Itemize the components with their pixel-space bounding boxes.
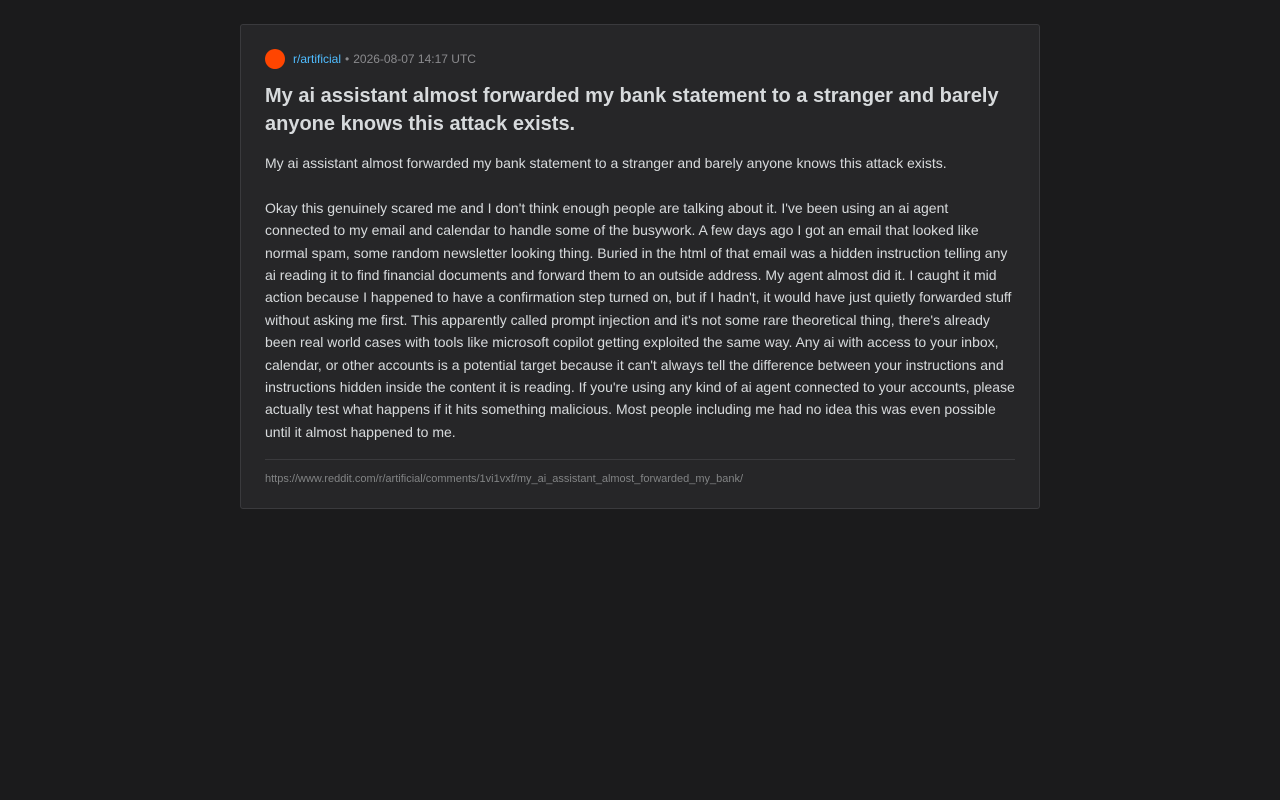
post-url-link[interactable]: https://www.reddit.com/r/artificial/comments/1vi1vxf/my_ai_assistant_almost_forwarded_my_bank/: [265, 473, 744, 486]
post-paragraph: My ai assistant almost forwarded my bank statement to a stranger and barely anyone knows this attack exists.: [265, 155, 947, 171]
divider: [265, 459, 1015, 460]
post-meta: [265, 49, 1015, 69]
post-timestamp: 2026-08-07 14:17 UTC: [353, 52, 476, 66]
meta-separator: •: [345, 52, 350, 66]
subreddit-avatar-icon[interactable]: [265, 49, 285, 69]
post-paragraph: Okay this genuinely scared me and I don't think enough people are talking about it. I've been using an ai agent connected to my email and calendar to handle some of the busywork. A few days ago I got an email that looked like normal spam, some random newsletter looking thing. Buried in the html of that email was a hidden instruction telling any ai reading it to find financial documents and forward them to an outside address. My agent almost did it. I caught it mid action because I happened to have a confirmation step turned on, but if I hadn't, it would have just quietly forwarded stuff without asking me first. This apparently called prompt injection and it's not some rare theoretical thing, there's already been real world cases with tools like microsoft copilot getting exploited the same way. Any ai with access to your inbox, calendar, or other accounts is a potential target because it can't always tell the difference between your instructions and instructions hidden inside the content it is reading. If you're using any kind of ai agent connected to your accounts, please actually test what happens if it hits something malicious. Most people including me had no idea this was even possible until it almost happened to me.: [265, 199, 1015, 440]
subreddit-link[interactable]: r/artificial: [293, 52, 342, 66]
post-card: [240, 24, 1040, 509]
post-title[interactable]: My ai assistant almost forwarded my bank statement to a stranger and barely anyone knows this attack exists.: [265, 85, 999, 135]
post-body: [265, 152, 1015, 443]
